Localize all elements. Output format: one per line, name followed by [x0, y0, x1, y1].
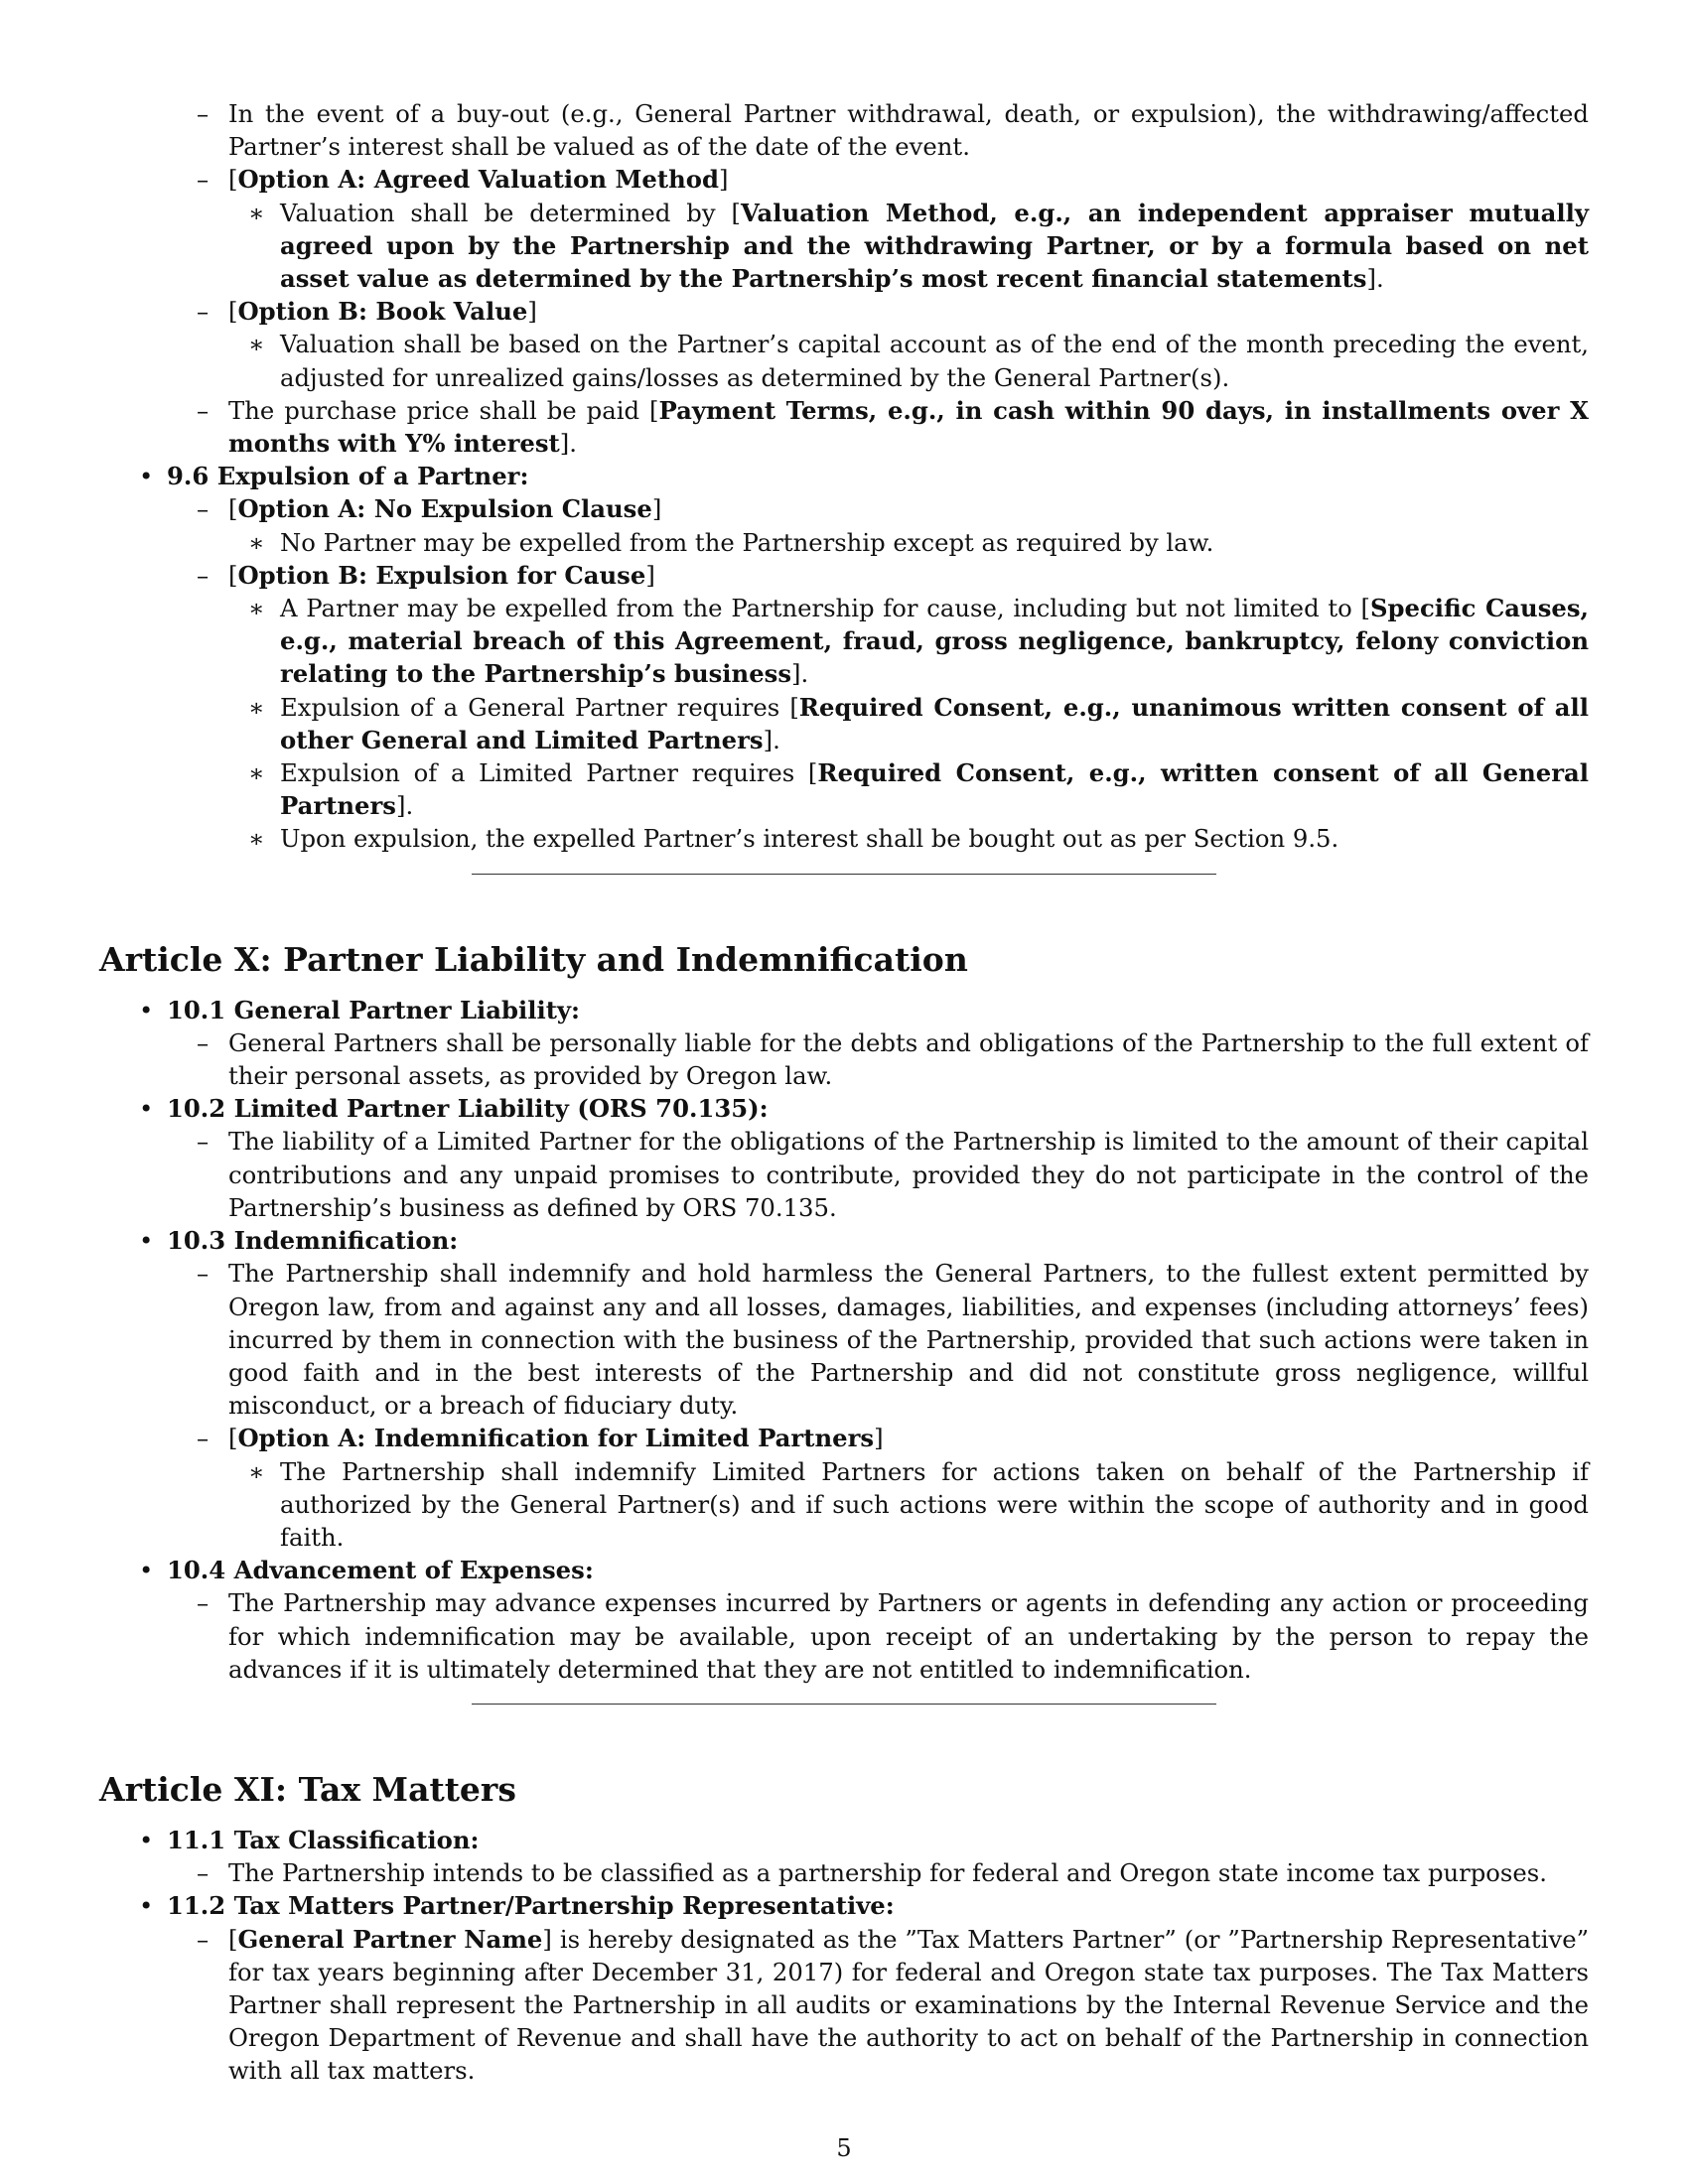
list-item: – [Option B: Book Value] [99, 295, 1589, 328]
dash-marker: – [197, 1424, 210, 1453]
list-item: ∗ Valuation shall be determined by [Valuation Method, e.g., an independent appraiser mutually agreed upon by the Partnership and the withdrawing Partner, or by a formula based on net asset value as determined by the Partnership’s most recent financial statements]. [248, 198, 1589, 294]
section-heading-10-4: • 10.4 Advancement of Expenses: [99, 1554, 1589, 1586]
list-item: – General Partners shall be personally liable for the debts and obligations of the Partnership to the full extent of their personal assets, as provided by Oregon law. [197, 1027, 1589, 1091]
list-item: – [Option B: Expulsion for Cause] [99, 559, 1589, 592]
dash-marker: – [197, 395, 210, 425]
dash-marker: – [197, 1259, 210, 1289]
list-item: ∗ No Partner may be expelled from the Partnership except as required by law. [99, 526, 1589, 559]
list-item: ∗ A Partner may be expelled from the Partnership for cause, including but not limited to [Specific Causes, e.g., material breach of this Agreement, fraud, gross negligence, bankruptcy, felony conviction relating to the Partnership’s business]. [248, 594, 1589, 689]
placeholder-field: Payment Terms, e.g., in cash within 90 days, in installments over X months with Y% interest [228, 395, 1590, 459]
section-heading-11-2: • 11.2 Tax Matters Partner/Partnership Representative: [99, 1889, 1589, 1922]
dash-marker: – [197, 297, 210, 327]
dash-marker: – [197, 560, 210, 590]
option-label: Option A: Agreed Valuation Method [237, 165, 719, 195]
list-item: ∗ Expulsion of a Limited Partner requires [Required Consent, e.g., written consent of all General Partners]. [248, 758, 1589, 821]
dash-marker: – [197, 1027, 210, 1057]
bullet-marker: • [139, 995, 154, 1024]
placeholder-field: Required Consent, e.g., written consent of all General Partners [280, 758, 1589, 821]
option-label: Option B: Book Value [237, 297, 528, 327]
dash-marker: – [197, 1858, 210, 1888]
bullet-marker: • [139, 1094, 154, 1124]
option-label: Option B: Expulsion for Cause [237, 560, 646, 590]
list-item: – [General Partner Name] is hereby designated as the ”Tax Matters Partner” (or ”Partnership Representative” for tax years beginning after December 31, 2017) for federal and Oregon state tax purposes. The Tax Matters Partner shall represent the Partnership in all audits or examinations by the Internal Revenue Service and the Oregon Department of Revenue and shall have the authority to act on behalf of the Partnership in connection with all tax matters. [197, 1924, 1589, 2086]
star-marker: ∗ [248, 692, 265, 722]
section-heading-10-2: • 10.2 Limited Partner Liability (ORS 70.135): [99, 1092, 1589, 1125]
star-marker: ∗ [248, 824, 265, 854]
dash-marker: – [197, 99, 210, 128]
option-label: Option A: Indemnification for Limited Partners [237, 1424, 875, 1453]
star-marker: ∗ [248, 1456, 265, 1486]
article-10-title: Article X: Partner Liability and Indemnification [99, 939, 968, 979]
list-item: ∗ Upon expulsion, the expelled Partner’s interest shall be bought out as per Section 9.5. [99, 822, 1589, 855]
section-divider [99, 866, 1589, 898]
list-item: ∗ The Partnership shall indemnify Limited Partners for actions taken on behalf of the Partnership if authorized by the General Partner(s) and if such actions were within the scope of authority and in good faith. [248, 1456, 1589, 1552]
list-item: – The liability of a Limited Partner for the obligations of the Partnership is limited to the amount of their capital contributions and any unpaid promises to contribute, provided they do not participate in the control of the Partnership’s business as defined by ORS 70.135. [197, 1127, 1589, 1222]
section-heading-9-6: • 9.6 Expulsion of a Partner: [99, 460, 1589, 492]
bullet-marker: • [139, 1891, 154, 1921]
bullet-marker: • [139, 1226, 154, 1256]
bullet-marker: • [139, 1556, 154, 1585]
list-item: – The Partnership intends to be classified as a partnership for federal and Oregon state income tax purposes. [99, 1856, 1589, 1889]
dash-marker: – [197, 494, 210, 524]
dash-marker: – [197, 1127, 210, 1157]
bullet-marker: • [139, 1825, 154, 1854]
document-page [99, 97, 1589, 2088]
placeholder-field: Specific Causes, e.g., material breach of this Agreement, fraud, gross negligence, bankruptcy, felony conviction relating to the Partnership’s business [280, 594, 1589, 689]
section-heading-11-1: • 11.1 Tax Classification: [99, 1824, 1589, 1856]
bullet-marker: • [139, 462, 154, 491]
section-heading-10-1: • 10.1 General Partner Liability: [99, 994, 1589, 1026]
list-item: – [Option A: No Expulsion Clause] [99, 492, 1589, 525]
star-marker: ∗ [248, 330, 265, 359]
article-11-title: Article XI: Tax Matters [99, 1769, 516, 1809]
section-heading-10-3: • 10.3 Indemnification: [99, 1224, 1589, 1257]
list-item: – The Partnership shall indemnify and hold harmless the General Partners, to the fullest extent permitted by Oregon law, from and against any and all losses, damages, liabilities, and expenses (including attorneys’ fees) incurred by them in connection with the business of the Partnership, provided that such actions were taken in good faith and in the best interests of the Partnership and did not constitute gross negligence, willful misconduct, or a breach of fiduciary duty. [197, 1259, 1589, 1421]
star-marker: ∗ [248, 198, 265, 227]
star-marker: ∗ [248, 527, 265, 557]
list-item: ∗ Expulsion of a General Partner requires [Required Consent, e.g., unanimous written consent of all other General and Limited Partners]. [248, 692, 1589, 754]
star-marker: ∗ [248, 594, 265, 623]
dash-marker: – [197, 1588, 210, 1618]
dash-marker: – [197, 1924, 210, 1954]
dash-marker: – [197, 165, 210, 195]
page-number: 5 [836, 2134, 852, 2162]
list-item: – The Partnership may advance expenses incurred by Partners or agents in defending any action or proceeding for which indemnification may be available, upon receipt of an undertaking by the person to repay the advances if it is ultimately determined that they are not entitled to indemnification. [197, 1588, 1589, 1684]
placeholder-field: Valuation Method, e.g., an independent appraiser mutually agreed upon by the Partnership and the withdrawing Partner, or by a formula based on net asset value as determined by the Partnership’s most recent financial statements [280, 198, 1589, 294]
star-marker: ∗ [248, 758, 265, 788]
placeholder-field: Required Consent, e.g., unanimous written consent of all other General and Limited Partners [280, 692, 1589, 754]
section-divider [99, 1696, 1589, 1728]
list-item: ∗ Valuation shall be based on the Partner’s capital account as of the end of the month preceding the event, adjusted for unrealized gains/losses as determined by the General Partner(s). [248, 330, 1589, 392]
list-item: – [Option A: Agreed Valuation Method] [99, 163, 1589, 196]
list-item: – The purchase price shall be paid [Payment Terms, e.g., in cash within 90 days, in installments over X months with Y% interest]. [197, 395, 1590, 459]
list-item: – [Option A: Indemnification for Limited Partners] [99, 1422, 1589, 1454]
placeholder-field: General Partner Name [237, 1924, 543, 1954]
list-item [99, 97, 1589, 163]
buyout-valuation-text: In the event of a buy-out (e.g., General Partner withdrawal, death, or expulsion), the withdrawing/affected Partner’s interest shall be valued as of the date of the event. [228, 99, 1589, 162]
option-label: Option A: No Expulsion Clause [237, 494, 652, 524]
